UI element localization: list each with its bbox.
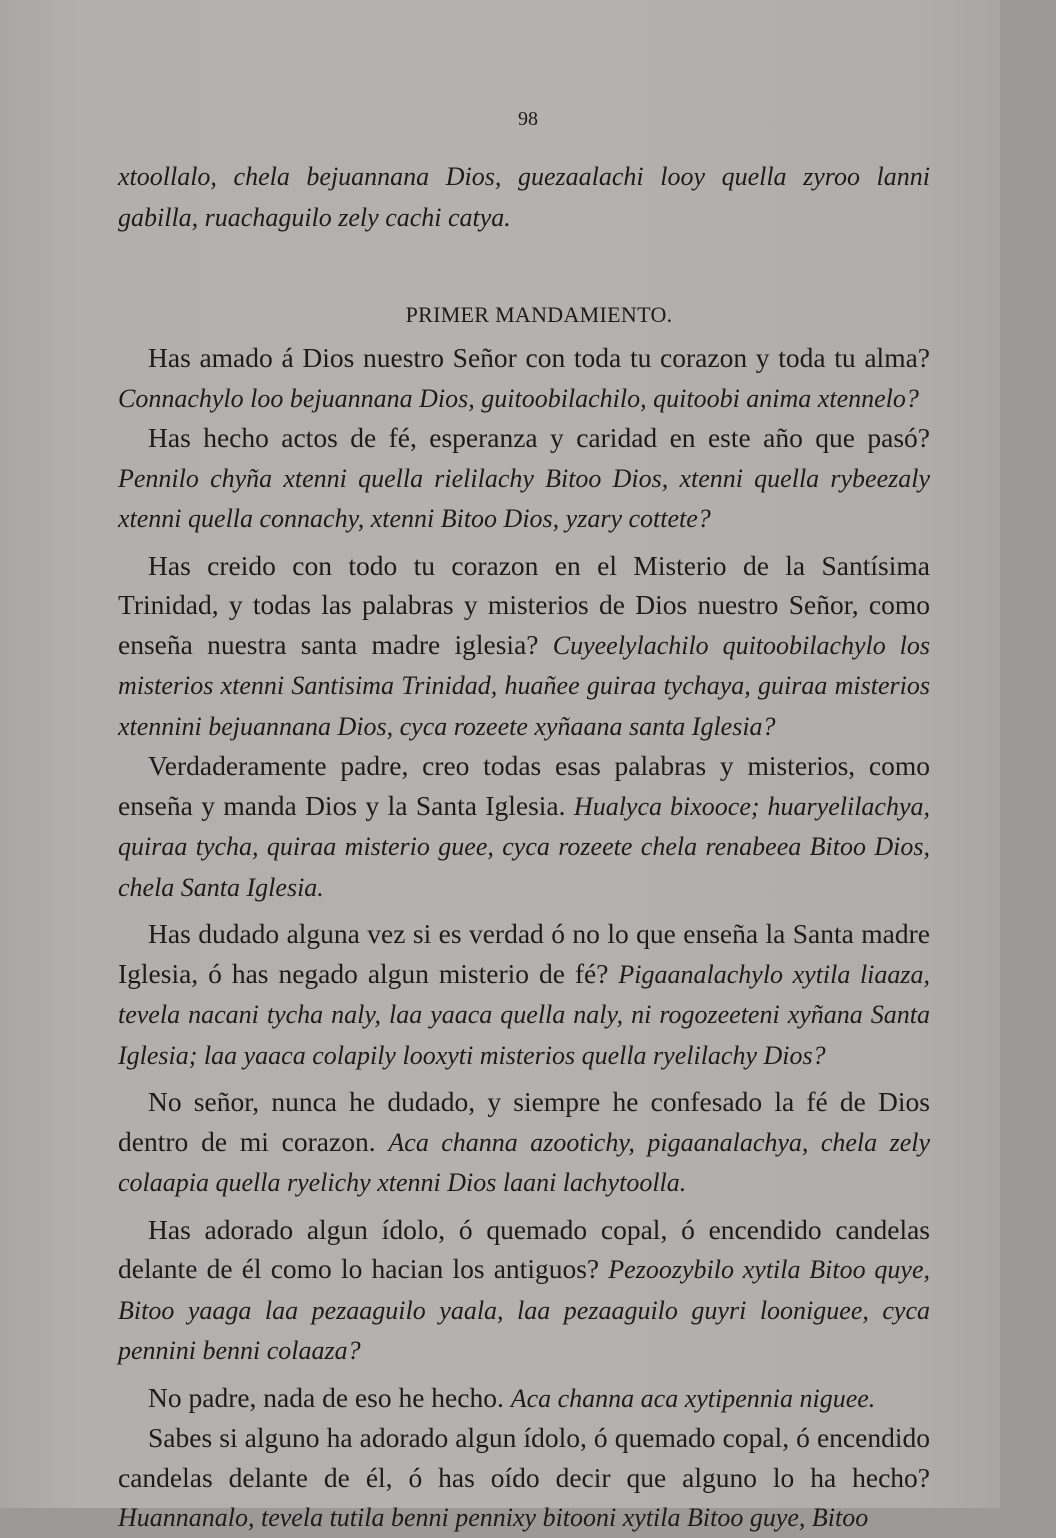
spanish-text: No señor, nunca he dudado, y siempre he confesado la fé de Dios dentro de mi corazon. xyxy=(118,1086,930,1157)
zapotec-text: Aca channa aca xytipennia niguee. xyxy=(510,1383,876,1413)
paragraph xyxy=(118,1210,930,1371)
spanish-text: Has creido con todo tu corazon en el Misterio de la Santísima Trinidad, y todas las palabras y misterios de Dios nuestro Señor, como enseña nuestra santa madre iglesia? xyxy=(118,549,930,660)
zapotec-text: Connachylo loo bejuannana Dios, guitoobilachilo, quitoobi anima xtennelo? xyxy=(118,383,919,413)
spanish-text: Has dudado alguna vez si es verdad ó no lo que enseña la Santa madre Iglesia, ó has negado algun misterio de fé? xyxy=(118,918,930,989)
main-text-block xyxy=(118,240,930,1538)
paragraph xyxy=(118,1378,930,1419)
zapotec-text: Pezoozybilo xytila Bitoo quye, Bitoo yaaga laa pezaaguilo yaala, laa pezaaguilo guyri looniguee, cyca pennini benni colaaza? xyxy=(118,1255,930,1365)
spanish-text: Has amado á Dios nuestro Señor con toda tu corazon y toda tu alma? xyxy=(148,342,930,373)
spanish-text: Verdaderamente padre, creo todas esas palabras y misterios, como enseña y manda Dios y la Santa Iglesia. xyxy=(118,750,930,821)
zapotec-text: Huannanalo, tevela tutila benni pennixy bitooni xytila Bitoo guye, Bitoo xyxy=(118,1503,869,1532)
zapotec-text: Cuyeelylachilo quitoobilachylo los misterios xtenni Santisima Trinidad, huañee guiraa tychaya, guiraa misterios xtennini bejuannana Dios, cyca rozeete xyñaana santa Iglesia? xyxy=(118,630,930,741)
zapotec-text: Hualyca bixooce; huaryelilachya, quiraa tycha, quiraa misterio guee, cyca rozeete chela renabeea Bitoo Dios, chela Santa Iglesia. xyxy=(118,791,931,902)
zapotec-text: xtoollalo, chela bejuannana Dios, guezaalachi looy quella zyroo lanni gabilla, ruachaguilo zely cachi catya. xyxy=(118,162,930,232)
zapotec-text: Pigaanalachylo xytila liaaza, tevela nacani tycha naly, laa yaaca quella naly, ni rogozeeteni xyñana Santa Iglesia; laa yaaca colapily looxyti misterios quella ryelilachy Dios? xyxy=(118,959,931,1070)
paragraph xyxy=(118,338,930,418)
page-number: 98 xyxy=(518,108,538,130)
paragraph xyxy=(118,746,930,907)
paragraph xyxy=(118,914,930,1075)
spanish-text: Has hecho actos de fé, esperanza y caridad en este año que pasó? xyxy=(148,422,930,453)
spanish-text: No padre, nada de eso he hecho. xyxy=(148,1381,504,1413)
continuation-paragraph xyxy=(118,156,930,237)
paragraph xyxy=(118,418,930,539)
spanish-text: Sabes si alguno ha adorado algun ídolo, ó quemado copal, ó encendido candelas delante de él, ó has oído decir que alguno lo ha hecho? xyxy=(118,1422,930,1493)
paragraph xyxy=(118,1082,930,1203)
paragraph xyxy=(118,546,930,747)
paragraph xyxy=(118,1418,930,1538)
continuation-block xyxy=(118,156,930,237)
zapotec-text: Pennilo chyña xtenni quella rielilachy Bitoo Dios, xtenni quella rybeezaly xtenni quella connachy, xtenni Bitoo Dios, yzary cottete? xyxy=(118,463,930,533)
section-heading: PRIMER MANDAMIENTO. xyxy=(405,302,673,327)
spanish-text: Has adorado algun ídolo, ó quemado copal, ó encendido candelas delante de él como lo hacian los antiguos? xyxy=(118,1213,930,1284)
zapotec-text: Aca channa azootichy, pigaanalachya, chela zely colaapia quella ryelichy xtenni Dios laani lachytoolla. xyxy=(118,1127,930,1197)
